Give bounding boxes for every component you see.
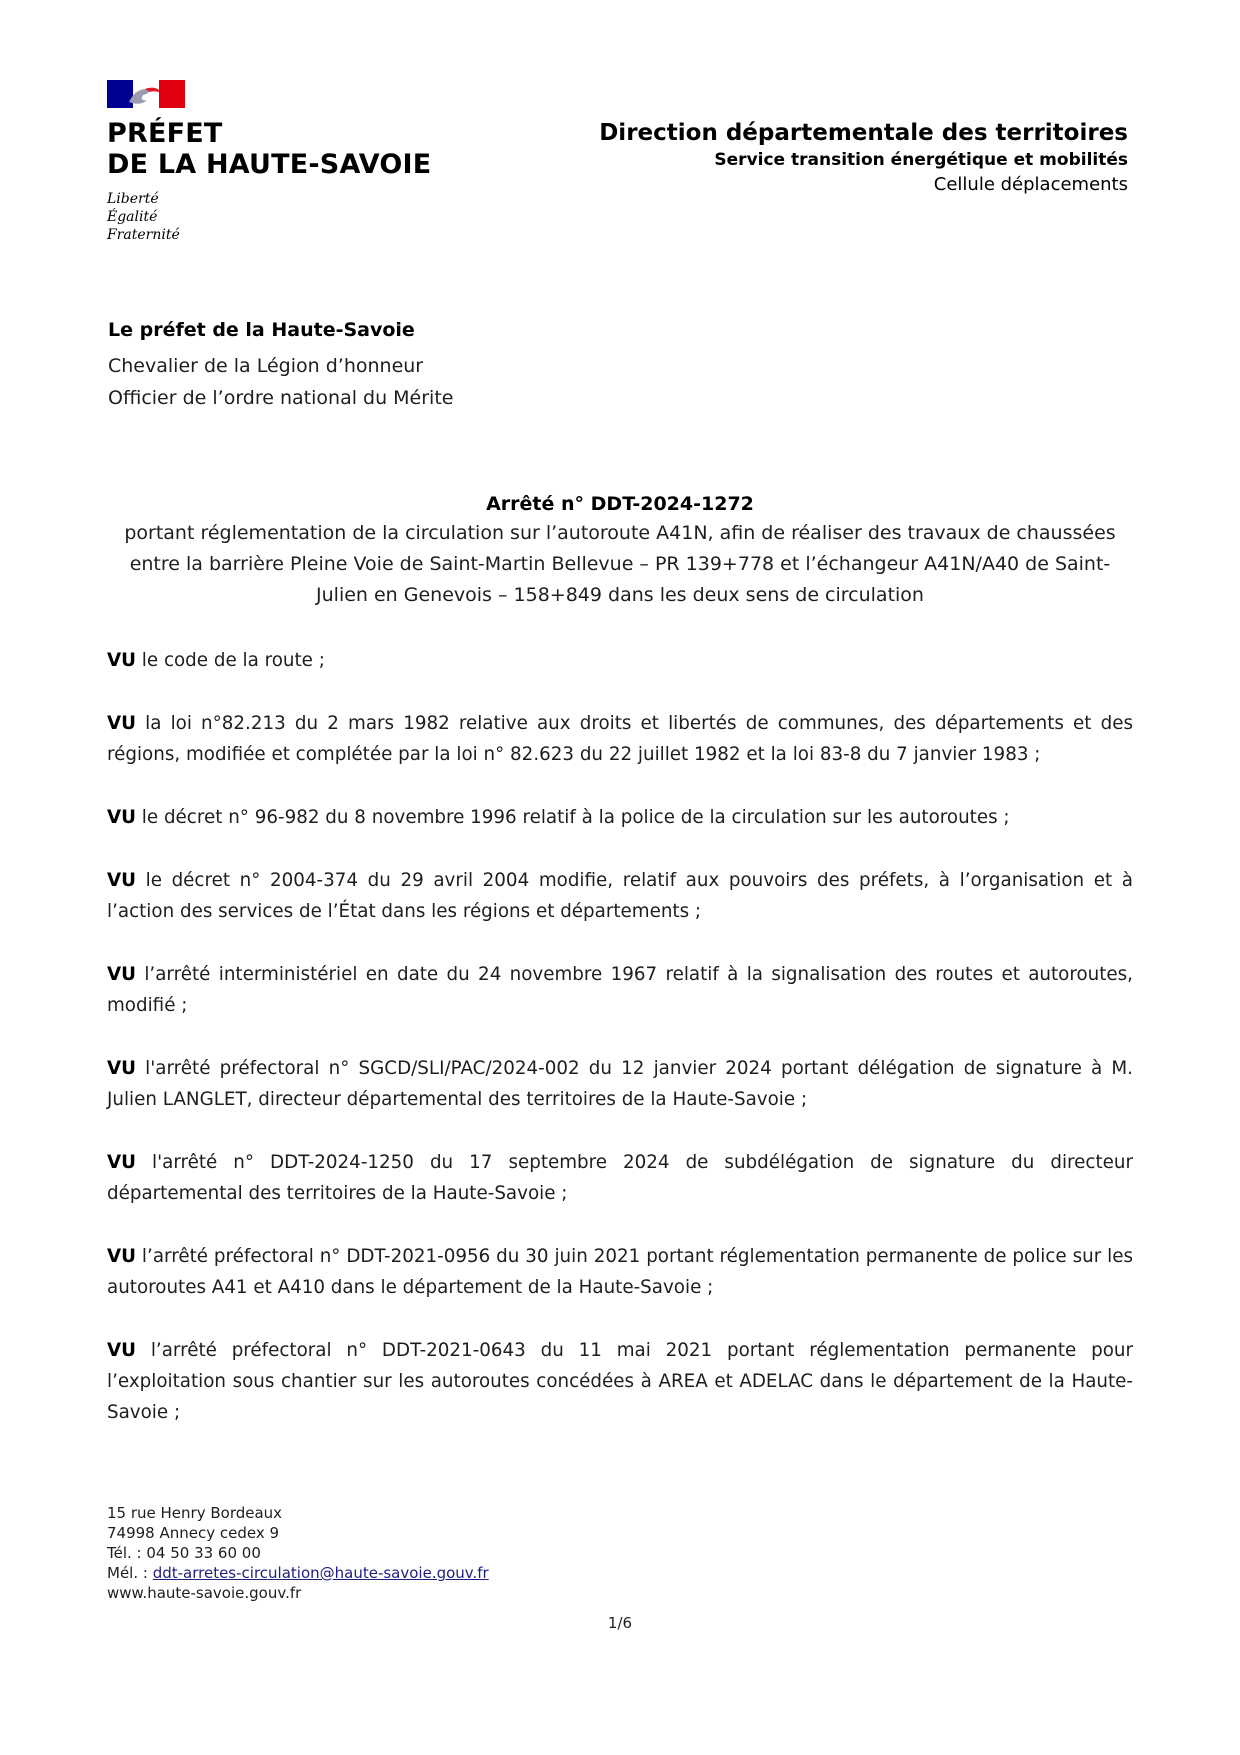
considerant-paragraph — [107, 1053, 1133, 1115]
page-number: 1/6 — [607, 1614, 633, 1632]
considerant-keyword: VU — [107, 1246, 136, 1267]
considerant-keyword: VU — [107, 807, 136, 828]
considerant-text: l’arrêté préfectoral n° DDT-2021-0643 du 11 mai 2021 portant réglementation permanente pour l’exploitation sous chantier sur les autoroutes concédées à AREA et ADELAC dans le département de la Haute-Savoie ; — [107, 1340, 1133, 1423]
footer-contact — [107, 1503, 489, 1603]
considerant-text: l'arrêté n° DDT-2024-1250 du 17 septembre 2024 de subdélégation de signature du directeur départemental des territoires de la Haute-Savoie ; — [107, 1152, 1133, 1204]
footer-mail-link[interactable]: ddt-arretes-circulation@haute-savoie.gouv.fr — [152, 1564, 489, 1582]
considerant-text: le décret n° 96-982 du 8 novembre 1996 relatif à la police de la circulation sur les autoroutes ; — [136, 807, 1010, 828]
footer-mail-label: Mél. : — [107, 1564, 153, 1582]
considerant-paragraph — [107, 802, 1133, 833]
arrete-heading — [108, 490, 1132, 611]
authority-title: Le préfet de la Haute-Savoie — [108, 319, 415, 341]
arrete-number: Arrêté n° DDT-2024-1272 — [486, 493, 754, 515]
prefecture-logo — [107, 80, 432, 244]
considerant-keyword: VU — [107, 1058, 136, 1079]
cellule-name: Cellule déplacements — [933, 174, 1128, 195]
considerant-keyword: VU — [107, 650, 136, 671]
direction-name: Direction départementale des territoires — [599, 120, 1128, 146]
motto-line: Liberté — [107, 191, 159, 207]
considerants-list — [107, 645, 1133, 1460]
republic-motto — [107, 190, 427, 244]
arrete-subject: portant réglementation de la circulation sur l’autoroute A41N, afin de réaliser des travaux de chaussées entre la barrière Pleine Voie de Saint-Martin Bellevue – PR 139+778 et l’échangeur A41N/A40 de Saint-Julien en Genevois – 158+849 dans les deux sens de circulation — [124, 522, 1116, 606]
prefet-title-line: DE LA HAUTE-SAVOIE — [107, 149, 432, 180]
considerant-paragraph — [107, 959, 1133, 1021]
considerant-keyword: VU — [107, 964, 136, 985]
prefet-title-line: PRÉFET — [107, 118, 223, 149]
authority-block — [108, 316, 808, 414]
authority-honors — [108, 350, 808, 414]
considerant-text: l'arrêté préfectoral n° SGCD/SLI/PAC/2024-002 du 12 janvier 2024 portant délégation de signature à M. Julien LANGLET, directeur départemental des territoires de la Haute-Savoie ; — [107, 1058, 1133, 1110]
considerant-paragraph — [107, 1147, 1133, 1209]
footer-phone: Tél. : 04 50 33 60 00 — [107, 1544, 261, 1562]
considerant-keyword: VU — [107, 1340, 136, 1361]
footer-address-line: 74998 Annecy cedex 9 — [107, 1524, 280, 1542]
considerant-paragraph — [107, 1335, 1133, 1428]
considerant-text: l’arrêté interministériel en date du 24 novembre 1967 relatif à la signalisation des routes et autoroutes, modifié ; — [107, 964, 1133, 1016]
considerant-text: la loi n°82.213 du 2 mars 1982 relative aux droits et libertés de communes, des départements et des régions, modifiée et complétée par la loi n° 82.623 du 22 juillet 1982 et la loi 83-8 du 7 janvier 1983 ; — [107, 713, 1133, 765]
footer-address-line: 15 rue Henry Bordeaux — [107, 1504, 283, 1522]
prefet-title — [107, 118, 432, 180]
considerant-keyword: VU — [107, 1152, 136, 1173]
considerant-paragraph — [107, 865, 1133, 927]
considerant-paragraph — [107, 708, 1133, 770]
footer-website: www.haute-savoie.gouv.fr — [107, 1584, 302, 1602]
service-name: Service transition énergétique et mobilités — [714, 150, 1128, 170]
considerant-text: le code de la route ; — [136, 650, 325, 671]
honor-line: Officier de l’ordre national du Mérite — [108, 387, 454, 409]
motto-line: Égalité — [107, 209, 158, 225]
considerant-text: l’arrêté préfectoral n° DDT-2021-0956 du 30 juin 2021 portant réglementation permanente de police sur les autoroutes A41 et A410 dans le département de la Haute-Savoie ; — [107, 1246, 1133, 1298]
considerant-text: le décret n° 2004-374 du 29 avril 2004 modifie, relatif aux pouvoirs des préfets, à l’organisation et à l’action des services de l’État dans les régions et départements ; — [107, 870, 1133, 922]
considerant-keyword: VU — [107, 870, 136, 891]
footer-mail-row — [107, 1563, 489, 1583]
honor-line: Chevalier de la Légion d’honneur — [108, 355, 424, 377]
marianne-flag-icon — [107, 80, 185, 108]
considerant-paragraph — [107, 645, 1133, 676]
motto-line: Fraternité — [107, 227, 180, 243]
considerant-paragraph — [107, 1241, 1133, 1303]
considerant-keyword: VU — [107, 713, 136, 734]
issuing-direction — [599, 118, 1128, 198]
